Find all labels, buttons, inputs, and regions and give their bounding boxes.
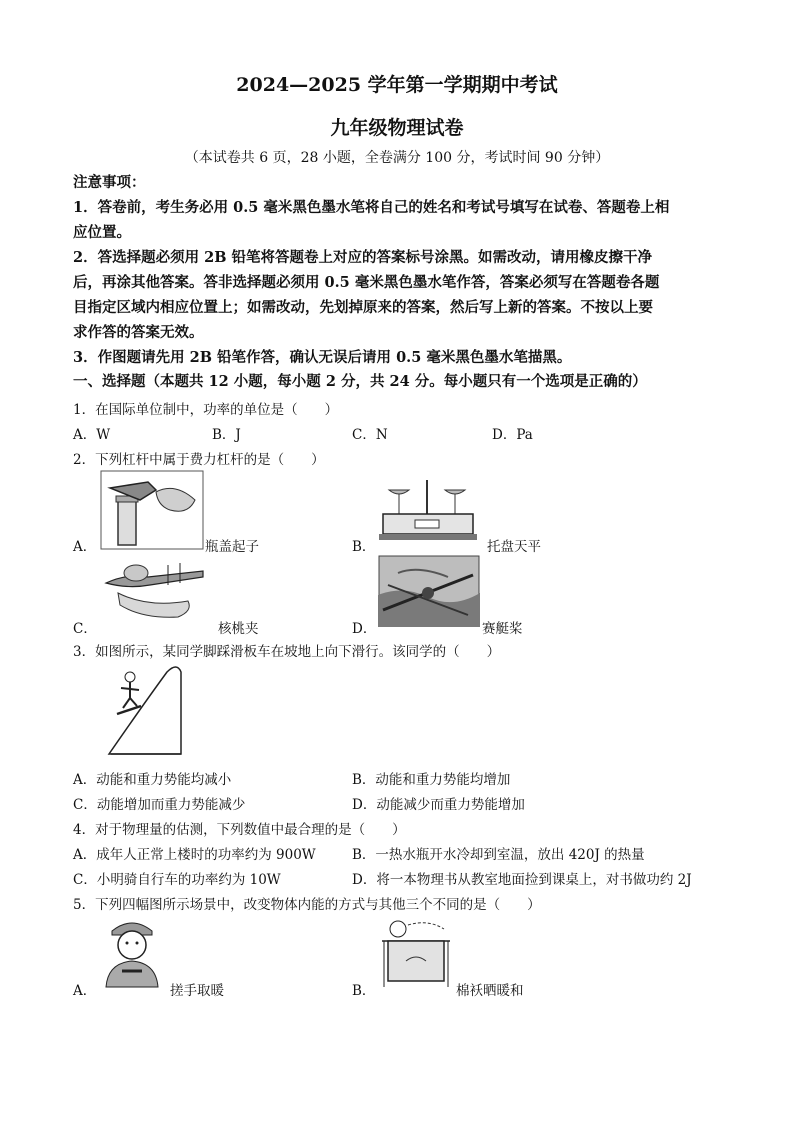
bottle-opener-illustration	[100, 470, 204, 550]
question-1-option-c: C．N	[352, 427, 388, 443]
question-3-option-b: B．动能和重力势能均增加	[352, 772, 511, 788]
exam-info: （本试卷共 6 页，28 小题，全卷满分 100 分，考试时间 90 分钟）	[184, 150, 610, 166]
question-2-option-b-caption: 托盘天平	[487, 539, 541, 555]
rowing-oar-illustration	[378, 555, 480, 627]
question-5-option-b-letter: B．	[352, 983, 376, 999]
question-3-option-a: A．动能和重力势能均减小	[73, 772, 232, 788]
question-1-option-a: A．W	[73, 427, 111, 443]
question-4-option-d: D．将一本物理书从教室地面捡到课桌上，对书做功约 2J	[352, 872, 692, 888]
section-1-heading: 一、选择题（本题共 12 小题，每小题 2 分，共 24 分。每小题只有一个选项是正确的）	[73, 373, 647, 390]
question-2-option-d-letter: D．	[352, 621, 377, 637]
exam-subtitle: 九年级物理试卷	[330, 117, 464, 139]
balance-scale-illustration	[375, 472, 480, 547]
note-2-line-3: 目指定区域内相应位置上；如需改动，先划掉原来的答案，然后写上新的答案。不按以上要	[73, 299, 653, 316]
question-2-option-a-letter: A．	[73, 539, 97, 555]
note-1-line-2: 应位置。	[73, 224, 131, 241]
notes-heading: 注意事项：	[73, 174, 146, 191]
question-5-option-a-letter: A．	[73, 983, 97, 999]
note-3: 3．作图题请先用 2B 铅笔作答，确认无误后请用 0.5 毫米黑色墨水笔描黑。	[73, 349, 572, 366]
question-5-option-b-caption: 棉袄晒暖和	[456, 983, 524, 999]
nutcracker-illustration	[98, 553, 213, 623]
question-5-option-a-caption: 搓手取暖	[170, 983, 224, 999]
question-4-option-b: B．一热水瓶开水冷却到室温，放出 420J 的热量	[352, 847, 645, 863]
question-2-option-a-caption: 瓶盖起子	[205, 539, 259, 555]
note-2-line-4: 求作答的答案无效。	[73, 324, 204, 341]
question-3-option-d: D．动能减少而重力势能增加	[352, 797, 525, 813]
note-2-line-1: 2．答选择题必须用 2B 铅笔将答题卷上对应的答案标号涂黑。如需改动，请用橡皮擦干净	[73, 249, 653, 266]
question-2-option-b-letter: B．	[352, 539, 376, 555]
exam-title: 2024—2025 学年第一学期期中考试	[236, 74, 558, 96]
question-1-option-b: B．J	[212, 427, 241, 443]
question-3-option-c: C．动能增加而重力势能减少	[73, 797, 246, 813]
question-3-stem: 3．如图所示，某同学脚踩滑板车在坡地上向下滑行。该同学的（ ）	[73, 644, 501, 660]
question-4-option-a: A．成年人正常上楼时的功率约为 900W	[73, 847, 316, 863]
question-2-option-c-letter: C．	[73, 621, 97, 637]
question-2-option-c-caption: 核桃夹	[218, 621, 259, 637]
question-2-option-d-caption: 赛艇桨	[482, 621, 523, 637]
skateboard-slope-illustration	[105, 662, 183, 757]
question-1-option-d: D．Pa	[492, 427, 533, 443]
sunbathed-quilt-illustration	[378, 917, 454, 989]
note-1-line-1: 1．答卷前，考生务必用 0.5 毫米黑色墨水笔将自己的姓名和考试号填写在试卷、答题卷上相	[73, 199, 670, 216]
question-1-stem: 1．在国际单位制中，功率的单位是（ ）	[73, 402, 339, 418]
question-2-stem: 2．下列杠杆中属于费力杠杆的是（ ）	[73, 452, 325, 468]
question-4-stem: 4．对于物理量的估测，下列数值中最合理的是（ ）	[73, 822, 406, 838]
note-2-line-2: 后，再涂其他答案。答非选择题必须用 0.5 毫米黑色墨水笔作答，答案必须写在答题卷各题	[73, 274, 660, 291]
question-4-option-c: C．小明骑自行车的功率约为 10W	[73, 872, 281, 888]
question-5-stem: 5．下列四幅图所示场景中，改变物体内能的方式与其他三个不同的是（ ）	[73, 897, 541, 913]
rubbing-hands-illustration	[98, 917, 166, 989]
